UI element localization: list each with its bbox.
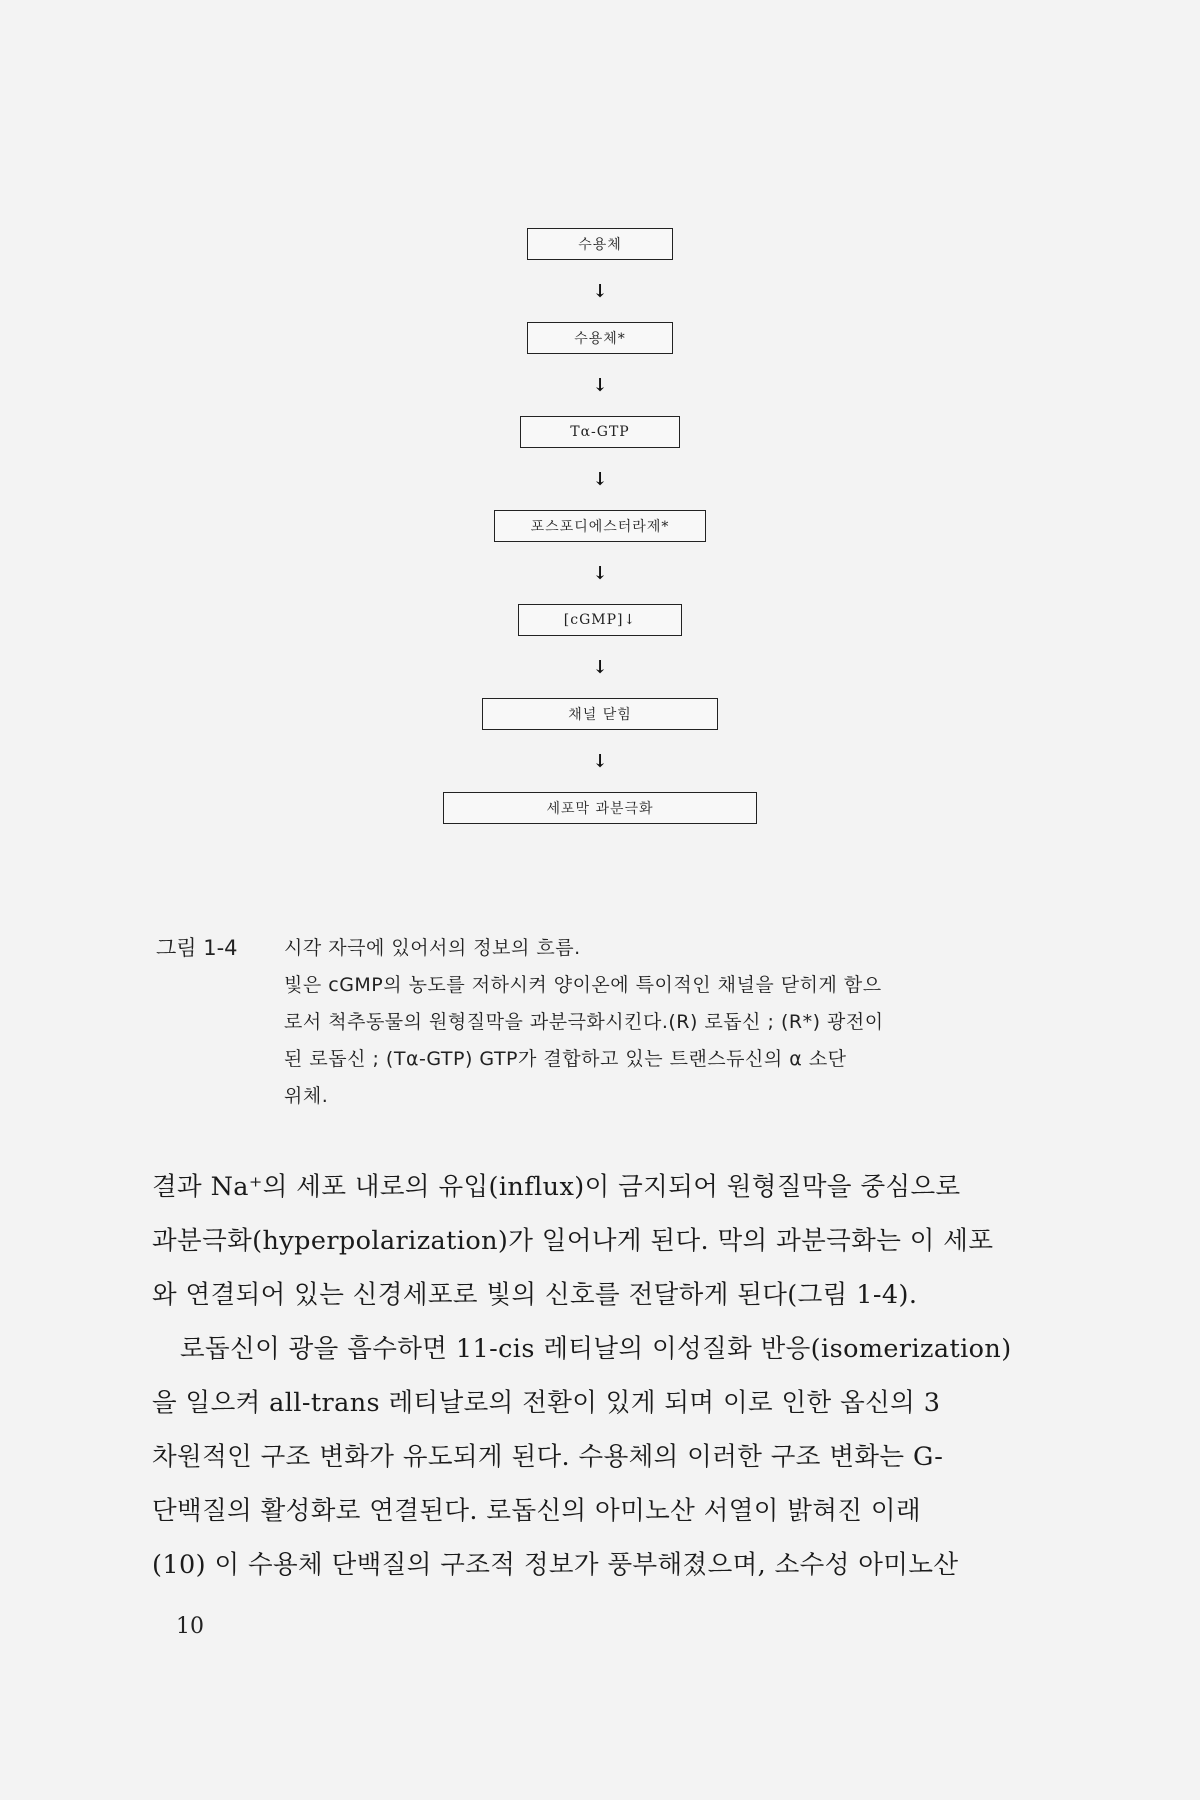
body-line: 차원적인 구조 변화가 유도되게 된다. 수용체의 이러한 구조 변화는 G- bbox=[152, 1442, 944, 1472]
flow-box-activated-receptor: 수용체* bbox=[527, 322, 673, 354]
flow-arrow-icon: ↓ bbox=[592, 562, 608, 584]
figure-caption bbox=[156, 930, 1076, 1115]
caption-line: 위체. bbox=[284, 1085, 329, 1107]
caption-line: 빛은 cGMP의 농도를 저하시켜 양이온에 특이적인 채널을 닫히게 함으 bbox=[284, 974, 882, 996]
flow-arrow-icon: ↓ bbox=[592, 656, 608, 678]
flow-box-receptor: 수용체 bbox=[527, 228, 673, 260]
body-line: 단백질의 활성화로 연결된다. 로돕신의 아미노산 서열이 밝혀진 이래 bbox=[152, 1496, 921, 1526]
flow-box-hyperpolarization: 세포막 과분극화 bbox=[443, 792, 757, 824]
body-line: (10) 이 수용체 단백질의 구조적 정보가 풍부해졌으며, 소수성 아미노산 bbox=[152, 1550, 959, 1580]
caption-line: 된 로돕신 ; (Tα-GTP) GTP가 결합하고 있는 트랜스듀신의 α 소단 bbox=[284, 1048, 847, 1070]
flow-box-cgmp: [cGMP]↓ bbox=[518, 604, 682, 636]
body-line: 을 일으켜 all-trans 레티날로의 전환이 있게 되며 이로 인한 옵신의 3 bbox=[152, 1388, 941, 1418]
body-paragraphs bbox=[152, 1160, 1072, 1592]
page-number: 10 bbox=[176, 1614, 204, 1639]
flow-arrow-icon: ↓ bbox=[592, 280, 608, 302]
flow-box-t-alpha-gtp: Tα-GTP bbox=[520, 416, 680, 448]
flow-arrow-icon: ↓ bbox=[592, 468, 608, 490]
body-line: 와 연결되어 있는 신경세포로 빛의 신호를 전달하게 된다(그림 1-4). bbox=[152, 1280, 918, 1310]
flow-arrow-icon: ↓ bbox=[592, 374, 608, 396]
body-line: 결과 Na⁺의 세포 내로의 유입(influx)이 금지되어 원형질막을 중심으로 bbox=[152, 1172, 961, 1202]
body-line: 과분극화(hyperpolarization)가 일어나게 된다. 막의 과분극화는 이 세포 bbox=[152, 1226, 994, 1256]
flow-arrow-icon: ↓ bbox=[592, 750, 608, 772]
flow-box-phosphodiesterase: 포스포디에스터라제* bbox=[494, 510, 706, 542]
flow-diagram bbox=[0, 228, 1200, 824]
body-line: 로돕신이 광을 흡수하면 11-cis 레티날의 이성질화 반응(isomerization) bbox=[180, 1334, 1012, 1364]
figure-title: 시각 자극에 있어서의 정보의 흐름. bbox=[284, 937, 581, 959]
caption-line: 로서 척추동물의 원형질막을 과분극화시킨다.(R) 로돕신 ; (R*) 광전이 bbox=[284, 1011, 884, 1033]
figure-label: 그림 1-4 bbox=[156, 936, 238, 960]
flow-box-channel-closing: 채널 닫힘 bbox=[482, 698, 718, 730]
